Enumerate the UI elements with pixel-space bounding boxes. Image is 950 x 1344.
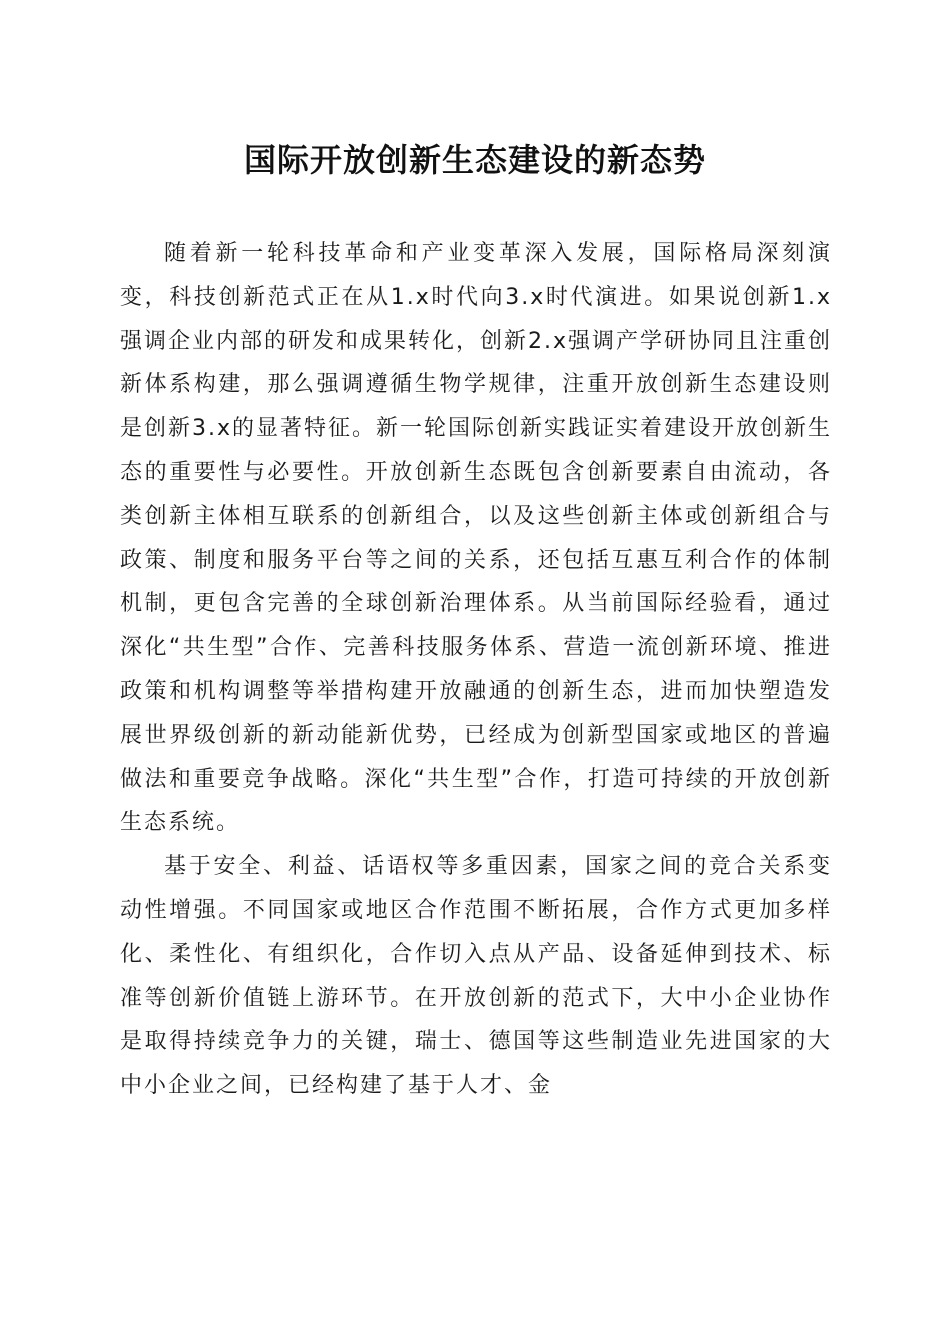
paragraph-2: 基于安全、利益、话语权等多重因素，国家之间的竞合关系变动性增强。不同国家或地区合作范围不断拓展，合作方式更加多样化、柔性化、有组织化，合作切入点从产品、设备延伸到技术、标准等创新价值链上游环节。在开放创新的范式下，大中小企业协作是取得持续竞争力的关键，瑞士、德国等这些制造业先进国家的大中小企业之间，已经构建了基于人才、金 <box>120 854 832 1099</box>
document-title: 国际开放创新生态建设的新态势 <box>243 141 706 179</box>
paragraph-1: 随着新一轮科技革命和产业变革深入发展，国际格局深刻演变，科技创新范式正在从1.x时代向3.x时代演进。如果说创新1.x强调企业内部的研发和成果转化，创新2.x强调产学研协同且注重创新体系构建，那么强调遵循生物学规律，注重开放创新生态建设则是创新3.x的显著特征。新一轮国际创新实践证实着建设开放创新生态的重要性与必要性。开放创新生态既包含创新要素自由流动，各类创新主体相互联系的创新组合，以及这些创新主体或创新组合与政策、制度和服务平台等之间的关系，还包括互惠互利合作的体制机制，更包含完善的全球创新治理体系。从当前国际经验看，通过深化“共生型”合作、完善科技服务体系、营造一流创新环境、推进政策和机构调整等举措构建开放融通的创新生态，进而加快塑造发展世界级创新的新动能新优势，已经成为创新型国家或地区的普遍做法和重要竞争战略。深化“共生型”合作，打造可持续的开放创新生态系统。 <box>120 241 833 836</box>
document-body <box>120 232 832 1108</box>
